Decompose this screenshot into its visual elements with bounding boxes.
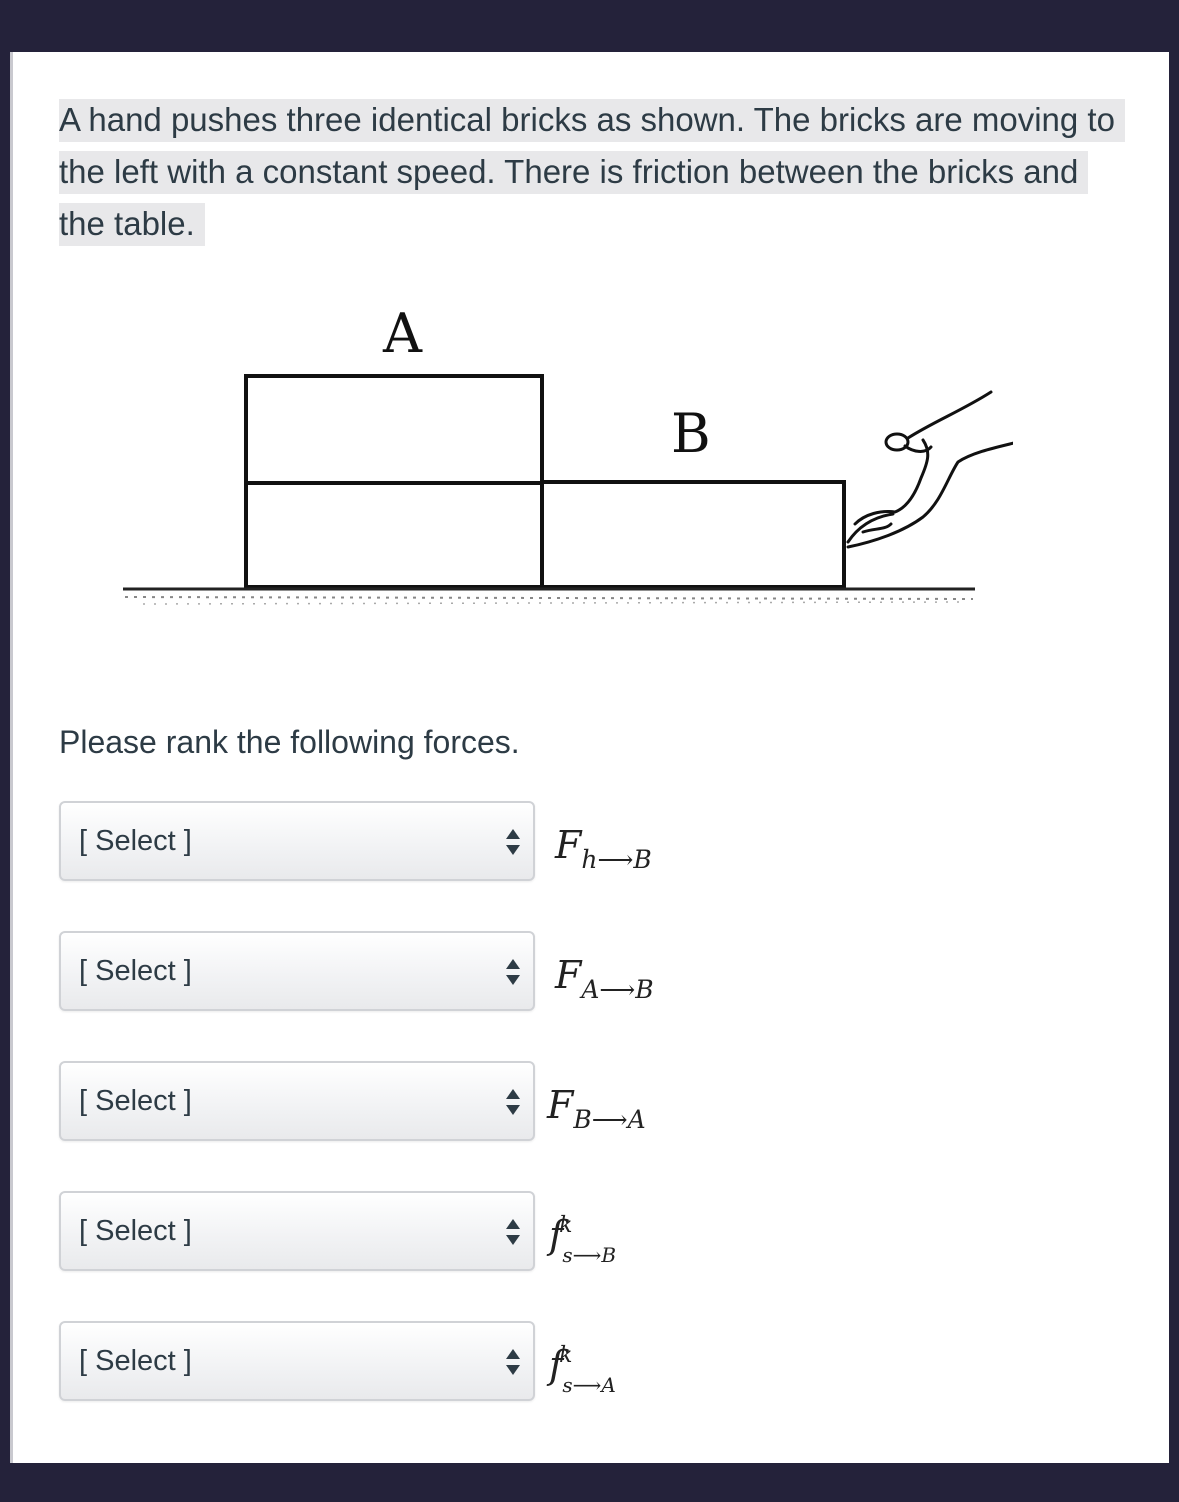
rank-row-2 <box>59 931 759 1015</box>
force-label-3: $F_{B⟶A}$ <box>547 1083 646 1134</box>
force-label-4: $f^k_{s⟶B}$ <box>549 1213 617 1267</box>
brick-bottom-left <box>246 483 542 587</box>
rank-select-3[interactable] <box>59 1061 535 1141</box>
select-arrows-icon <box>505 957 521 987</box>
rank-select-3-value: [ Select ] <box>79 1085 192 1117</box>
rank-select-4[interactable] <box>59 1191 535 1271</box>
rank-row-3 <box>59 1061 759 1145</box>
rank-select-2-value: [ Select ] <box>79 955 192 987</box>
rank-select-1[interactable] <box>59 801 535 881</box>
force-label-5: $f^k_{s⟶A}$ <box>549 1343 616 1397</box>
brick-b <box>542 482 844 587</box>
rank-select-1-value: [ Select ] <box>79 825 192 857</box>
select-arrows-icon <box>505 827 521 857</box>
force-label-2: $F_{A⟶B}$ <box>555 953 654 1004</box>
bricks-figure <box>113 292 1013 642</box>
hand-drawing <box>848 392 1013 547</box>
rank-select-5[interactable] <box>59 1321 535 1401</box>
rank-prompt: Please rank the following forces. <box>59 724 520 760</box>
brick-a-top <box>246 376 542 483</box>
label-b: B <box>671 402 711 465</box>
rank-row-1 <box>59 801 759 885</box>
rank-select-4-value: [ Select ] <box>79 1215 192 1247</box>
label-a: A <box>383 302 422 365</box>
rank-select-2[interactable] <box>59 931 535 1011</box>
select-arrows-icon <box>505 1347 521 1377</box>
rank-row-4 <box>59 1191 759 1275</box>
rank-row-5 <box>59 1321 759 1405</box>
quiz-page <box>10 52 1169 1463</box>
rank-select-5-value: [ Select ] <box>79 1345 192 1377</box>
force-label-1: $F_{h⟶B}$ <box>555 823 652 874</box>
question-text: A hand pushes three identical bricks as shown. The bricks are moving to the left with a constant speed. There is friction between the bricks and the table. <box>59 94 1131 250</box>
select-arrows-icon <box>505 1087 521 1117</box>
select-arrows-icon <box>505 1217 521 1247</box>
